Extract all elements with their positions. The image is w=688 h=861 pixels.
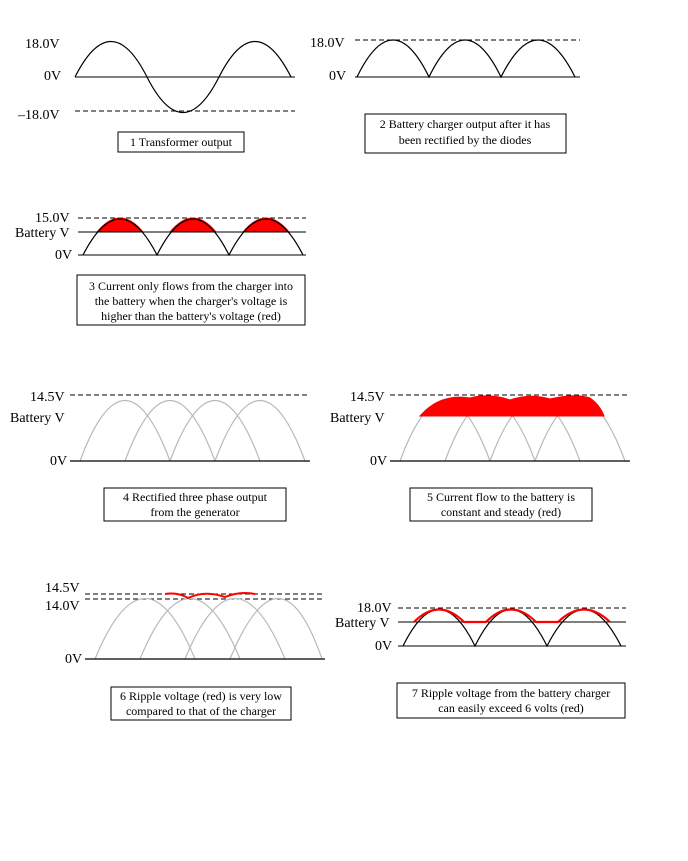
- p1-label-zero: 0V: [44, 69, 62, 84]
- p7-label-zero: 0V: [375, 639, 393, 654]
- p6-phase-arc-1: [95, 599, 195, 660]
- p3-red-region-1: [97, 218, 143, 232]
- p3-red-region-3: [243, 218, 289, 232]
- p3-caption-line-1: 3 Current only flows from the charger into: [88, 279, 294, 293]
- p7-label-top: 18.0V: [357, 601, 392, 616]
- p3-label-battery: Battery V: [15, 226, 70, 241]
- p2-label-zero: 0V: [329, 69, 347, 84]
- p4-caption-line-2: from the generator: [150, 505, 240, 519]
- p5-caption-line-2: constant and steady (red): [440, 505, 562, 519]
- p4-label-zero: 0V: [50, 454, 68, 469]
- panel-6-low-ripple: [45, 581, 325, 720]
- p2-caption-line-2: been rectified by the diodes: [398, 133, 532, 147]
- p5-red-current-region: [420, 396, 604, 416]
- p5-label-top: 14.5V: [350, 390, 385, 405]
- p4-label-top: 14.5V: [30, 390, 65, 405]
- p2-label-top: 18.0V: [310, 36, 345, 51]
- p6-label-second: 14.0V: [45, 599, 80, 614]
- p3-red-region-2: [170, 218, 216, 232]
- p6-label-top: 14.5V: [45, 581, 80, 596]
- p6-caption-line-2: compared to that of the charger: [125, 704, 277, 718]
- p2-rectified-wave: [357, 40, 575, 77]
- panel-2-rectified-output: [310, 36, 580, 153]
- p4-phase-arc-4: [215, 401, 305, 462]
- p6-phase-arc-2: [140, 599, 240, 660]
- p3-caption-line-2: the battery when the charger's voltage is: [94, 294, 288, 308]
- panel-5-constant-flow: [330, 390, 630, 521]
- p7-rectified-wave: [403, 610, 621, 647]
- p4-caption-line-1: 4 Rectified three phase output: [123, 490, 267, 504]
- p1-caption-line-1: 1 Transformer output: [130, 135, 232, 149]
- p3-label-top: 15.0V: [35, 211, 70, 226]
- p4-phase-arc-1: [80, 401, 170, 462]
- p6-caption-line-1: 6 Ripple voltage (red) is very low: [120, 689, 282, 703]
- p4-phase-arc-2: [125, 401, 215, 462]
- p4-label-battery: Battery V: [10, 411, 65, 426]
- p3-caption-line-3: higher than the battery's voltage (red): [101, 309, 281, 323]
- p5-caption-line-1: 5 Current flow to the battery is: [427, 490, 575, 504]
- p4-phase-arc-3: [170, 401, 260, 462]
- p7-caption-line-2: can easily exceed 6 volts (red): [438, 701, 584, 715]
- panel-1-transformer-output: [17, 37, 295, 152]
- p7-red-ripple: [414, 610, 610, 623]
- p5-label-battery: Battery V: [330, 411, 385, 426]
- p7-caption-line-1: 7 Ripple voltage from the battery charger: [411, 686, 611, 700]
- p7-label-battery: Battery V: [335, 616, 390, 631]
- p6-red-ripple: [165, 593, 255, 598]
- p6-phase-arc-3: [185, 599, 285, 660]
- p1-label-top: 18.0V: [25, 37, 60, 52]
- p1-label-bottom: –18.0V: [18, 108, 60, 123]
- p6-label-zero: 0V: [65, 652, 83, 667]
- panel-4-three-phase: [10, 390, 310, 521]
- panel-3-charger-current: [15, 211, 306, 325]
- panel-7-high-ripple: [335, 601, 626, 718]
- p3-label-zero: 0V: [55, 248, 73, 263]
- p2-caption-line-1: 2 Battery charger output after it has: [379, 117, 551, 131]
- p6-phase-arc-4: [230, 599, 322, 660]
- p5-label-zero: 0V: [370, 454, 388, 469]
